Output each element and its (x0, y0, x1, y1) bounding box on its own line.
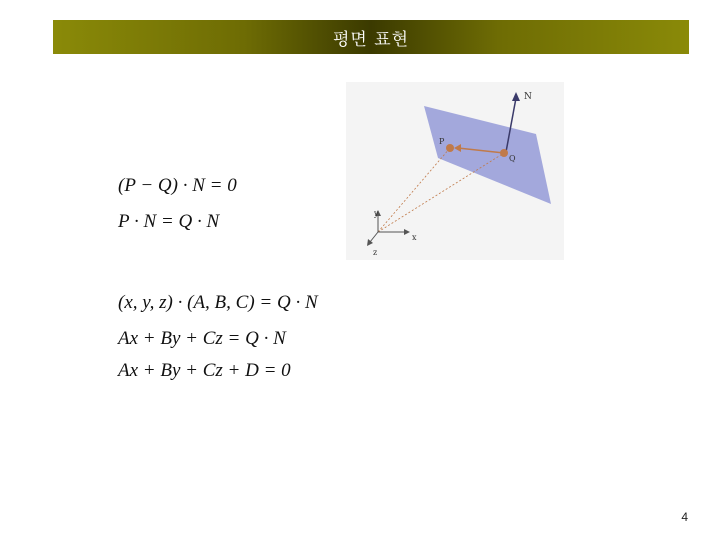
slide-title: 평면 표현 (332, 29, 410, 50)
point-q (500, 149, 508, 157)
point-p (446, 144, 454, 152)
normal-label: N (524, 92, 532, 102)
axis-z-label: z (373, 248, 378, 257)
equation-ax-by-cz: Ax + By + Cz = Q · N (118, 328, 286, 349)
point-q-label: Q (509, 154, 516, 163)
equation-plane-dot-zero: (P − Q) · N = 0 (118, 175, 237, 196)
page-number: 4 (681, 510, 688, 524)
plane-normal-figure (346, 82, 564, 260)
equation-plane-general-form: Ax + By + Cz + D = 0 (118, 360, 291, 381)
axis-y-label: y (374, 209, 379, 218)
slide-title-bar (53, 20, 689, 54)
point-p-label: P (439, 137, 445, 146)
equation-xyz-dot-abc: (x, y, z) · (A, B, C) = Q · N (118, 292, 318, 313)
axis-x-label: x (412, 233, 417, 242)
equation-pn-equals-qn: P · N = Q · N (118, 211, 220, 232)
